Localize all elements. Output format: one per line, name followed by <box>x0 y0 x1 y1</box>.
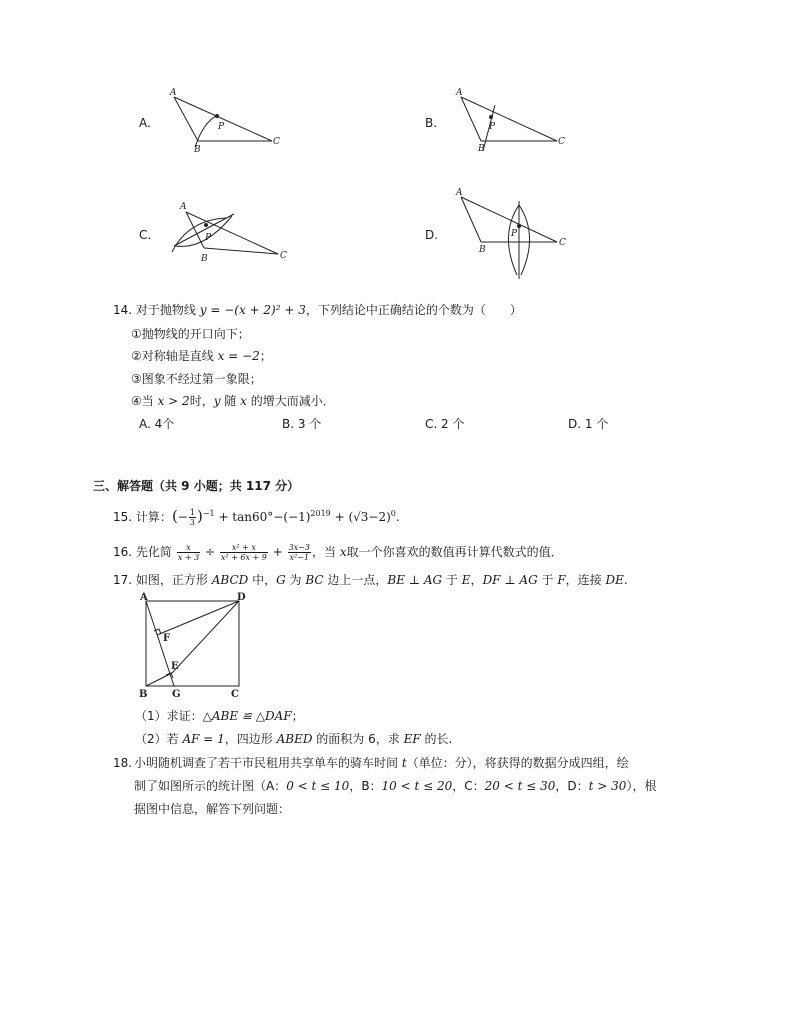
construction-figure-a <box>160 85 300 157</box>
option-c-label: C. <box>139 228 152 242</box>
q14-statement-2: ②对称轴是直线 x = −2； <box>131 349 272 363</box>
q15-fraction: $\frac{1}{3}$ <box>189 508 195 527</box>
q18-line-2 <box>134 778 656 794</box>
label-c: C <box>559 238 566 248</box>
q18-line-run: 制了如图所示的统计图（A： <box>134 779 287 793</box>
side-ac <box>186 212 278 254</box>
q17-stem: 17. 如图，正方形 ABCD 中，G 为 BC 边上一点，BE ⊥ AG 于 E，DF ⊥ AG 于 F，连接 DE. <box>113 573 628 587</box>
q18-line-run: t <box>401 756 407 770</box>
q18-line-run: 据图中信息，解答下列问题： <box>134 802 291 816</box>
q17-text-run: DF ⊥ AG <box>482 573 538 587</box>
q14-choice-a: A. 4个 <box>139 417 175 431</box>
segment-de <box>172 601 239 673</box>
label-d: D <box>237 592 246 603</box>
q17-sub2-run: AF = 1 <box>182 732 225 746</box>
q17-text <box>136 573 628 587</box>
q18-line-run: （单位：分），将获得的数据分成四组，绘 <box>406 756 629 770</box>
q14-choice-d: D. 1 个 <box>568 417 609 431</box>
point-p <box>489 115 493 119</box>
q17-sub2-run: ，四边形 <box>224 732 277 746</box>
q17-text-run: ABCD <box>211 573 249 587</box>
label-c: C <box>231 689 239 700</box>
q17-text-run: . <box>623 573 628 587</box>
side-ab <box>461 97 481 141</box>
q18-line-run: 20 < t ≤ 30 <box>484 779 556 793</box>
label-b: B <box>201 254 208 264</box>
q17-text-run: ， <box>470 573 483 587</box>
segment-be <box>146 673 172 686</box>
construction-arc-1 <box>508 205 519 275</box>
q17-text-run: BC <box>305 573 324 587</box>
q14-number: 14. <box>113 303 133 317</box>
q16: 16. 先化简 $\frac{x}{x + 3}$ ÷ $\frac{\text{x² + x}}{\text{x² + 6x + 9}}$ + $\frac{3x-3}{\text{x²−1}}$ ，当 x取一个你喜欢的数值再计算代数式的值． <box>113 543 563 562</box>
construction-figure-b <box>445 85 585 157</box>
q17-sub1-run: （1）求证： <box>135 709 203 723</box>
option-a-label: A. <box>139 116 151 130</box>
label-c: C <box>280 251 287 261</box>
label-p: P <box>205 233 212 243</box>
label-a: A <box>140 592 148 603</box>
q17-text-run: 为 <box>285 573 306 587</box>
q18-line-run: 10 < t ≤ 20 <box>381 779 453 793</box>
q17-sub2-run: 的面积为 6，求 <box>312 732 404 746</box>
q16-fraction-3: $\frac{3x-3}{\text{x²−1}}$ <box>288 543 310 562</box>
label-b: B <box>478 144 485 154</box>
label-e: E <box>171 661 179 672</box>
q17-text-run: 边上一点， <box>323 573 388 587</box>
q17-text-run: 于 <box>537 573 558 587</box>
construction-arc-2 <box>519 205 530 275</box>
label-c: C <box>273 137 280 147</box>
side-ac <box>174 97 272 141</box>
label-c: C <box>558 137 565 147</box>
q17-sub2-run: EF <box>403 732 421 746</box>
q14-stem-suffix: ，下列结论中正确结论的个数为（ ） <box>305 303 522 317</box>
label-p: P <box>511 229 518 239</box>
label-p: P <box>489 122 496 132</box>
label-b: B <box>479 245 486 255</box>
label-f: F <box>163 633 171 644</box>
label-a: A <box>170 88 177 98</box>
q17-text-run: F <box>557 573 566 587</box>
q17-text-run: E <box>461 573 471 587</box>
q17-sub1-run: △ABE ≌ △DAF <box>202 709 292 723</box>
q16-fraction-1: $\frac{x}{x + 3}$ <box>177 543 200 562</box>
label-b: B <box>194 145 201 155</box>
construction-arc <box>195 115 218 147</box>
q18-line-run: 0 < t ≤ 10 <box>286 779 350 793</box>
q18-line-1 <box>134 755 629 771</box>
q17-text-run: 于 <box>442 573 462 587</box>
square-abcd-figure <box>130 591 250 701</box>
q17-text-run: G <box>276 573 286 587</box>
q17-text-run: 中， <box>248 573 277 587</box>
q17-sub2-run: （2）若 <box>135 732 183 746</box>
side-ab <box>174 97 198 141</box>
q18-number: 18. <box>113 756 133 770</box>
segment-df <box>157 601 239 635</box>
q17-sub-1 <box>135 708 304 724</box>
q17-text-run: ，连接 <box>565 573 606 587</box>
q14-choice-b: B. 3 个 <box>282 417 322 431</box>
label-g: G <box>172 689 181 700</box>
q14-statement-3: ③图象不经过第一象限； <box>131 372 262 386</box>
option-d-label: D. <box>425 228 439 242</box>
q17-sub2-run: ABED <box>276 732 313 746</box>
construction-figure-d <box>445 185 585 281</box>
q17-text-run: DE <box>605 573 624 587</box>
q14-statement-4: ④当 x > 2时，y 随 x 的增大而减小． <box>131 394 335 408</box>
q14-stem-prefix: 对于抛物线 <box>135 303 196 317</box>
q14-choice-c: C. 2 个 <box>425 417 465 431</box>
label-a: A <box>456 188 463 198</box>
q17-text-run: BE ⊥ AG <box>387 573 443 587</box>
q14-formula: y = −(x + 2)² + 3 <box>199 303 306 317</box>
side-ab <box>186 212 204 248</box>
q16-fraction-2: $\frac{\text{x² + x}}{\text{x² + 6x + 9}}$ <box>220 543 267 562</box>
q18-line-run: ，C： <box>452 779 485 793</box>
q18-line-run: ，D： <box>555 779 589 793</box>
q18-line-run: ），根 <box>626 779 657 793</box>
point-p <box>517 224 521 228</box>
construction-figure-c <box>160 198 300 270</box>
q18-line-run: ，B： <box>349 779 382 793</box>
q14-statement-1: ①抛物线的开口向下； <box>131 327 250 341</box>
q18-line-3 <box>134 801 290 817</box>
point-p <box>215 114 219 118</box>
q15: 15. 计算：(− $\frac{1}{3}$ )$^{-1} + \tan 60^\circ-(-1)^{2019} + (√3-2)^0$. <box>113 507 400 527</box>
q17-sub1-run: ； <box>291 709 304 723</box>
section-3-title: 三、解答题（共 9 小题；共 117 分） <box>93 479 300 493</box>
q18-line-run: 小明随机调查了若干市民租用共享单车的骑车时间 <box>134 756 402 770</box>
q17-text-run: 如图，正方形 <box>135 573 212 587</box>
side-ab <box>461 197 481 242</box>
label-b: B <box>139 689 148 700</box>
label-a: A <box>180 202 187 212</box>
side-ac <box>461 97 557 141</box>
point-p <box>204 223 208 227</box>
option-b-label: B. <box>425 116 438 130</box>
label-a: A <box>456 88 463 98</box>
q17-sub2-run: 的长. <box>420 732 453 746</box>
q18-line-run: t > 30 <box>588 779 627 793</box>
q14-stem <box>113 302 522 318</box>
q17-sub-2 <box>135 731 452 747</box>
label-p: P <box>218 122 225 132</box>
